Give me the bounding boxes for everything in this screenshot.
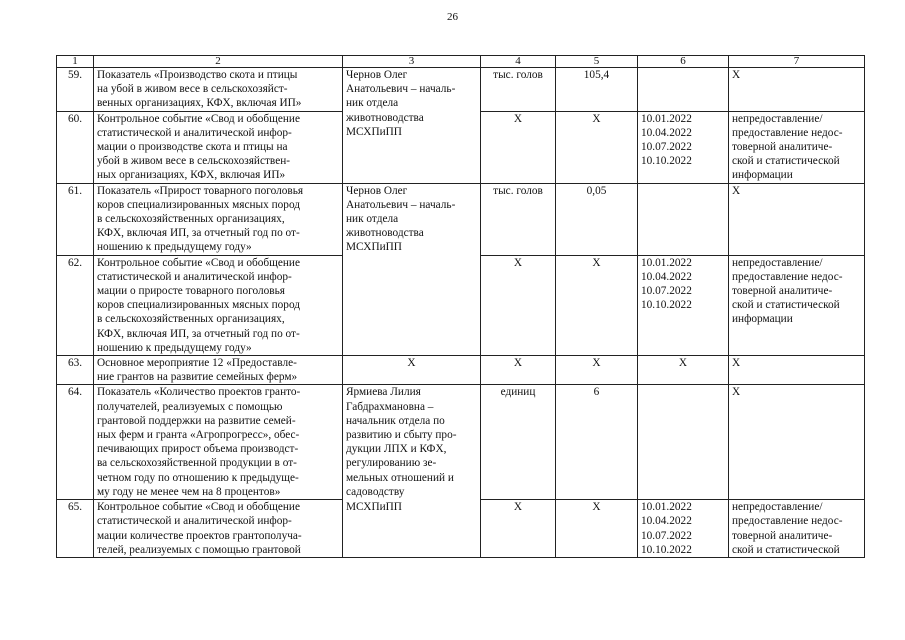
table-row (57, 500, 865, 558)
row-text: Показатель «Прирост товарного поголовья коров специализированных мясных пород в сельскохозяйственных организациях, КФХ, включая ИП, за отчетный год по от- ношению к предыдущему году» (94, 183, 343, 255)
unit: тыс. голов (481, 183, 556, 255)
risk: Х (729, 68, 865, 112)
value: Х (556, 111, 638, 183)
row-text: Контрольное событие «Свод и обобщение статистической и аналитической инфор- мации количестве проектов грантополуча- телей, реализуемых с помощью грантовой (94, 500, 343, 558)
row-number: 61. (57, 183, 94, 255)
risk: Х (729, 356, 865, 385)
unit: Х (481, 111, 556, 183)
row-text: Контрольное событие «Свод и обобщение статистической и аналитической инфор- мации о производстве скота и птицы на убой в живом весе в сельскохозяйствен- ных организациях, КФХ, включая ИП» (94, 111, 343, 183)
dates: 10.01.2022 10.04.2022 10.07.2022 10.10.2022 (638, 111, 729, 183)
row-number: 65. (57, 500, 94, 558)
row-number: 63. (57, 356, 94, 385)
header-cell-2: 2 (94, 56, 343, 68)
unit: Х (481, 500, 556, 558)
risk: непредоставление/ предоставление недос- товерной аналитиче- ской и статистической информации (729, 111, 865, 183)
table-row (57, 385, 865, 500)
responsible-org: МСХПиПП (343, 500, 481, 558)
value: Х (556, 356, 638, 385)
responsible-person: Ярмиева Лилия Габдрахмановна – начальник отдела по развитию и сбыту про- дукции ЛПХ и КФХ, регулированию зе- мельных отношений и садоводству (343, 385, 481, 500)
unit: единиц (481, 385, 556, 500)
header-cell-5: 5 (556, 56, 638, 68)
dates (638, 183, 729, 255)
unit: тыс. голов (481, 68, 556, 112)
dates (638, 385, 729, 500)
header-cell-1: 1 (57, 56, 94, 68)
table-row (57, 356, 865, 385)
responsible-person: Чернов Олег Анатольевич – началь- ник отдела животноводства МСХПиПП (343, 68, 481, 184)
unit: Х (481, 356, 556, 385)
table-row (57, 183, 865, 255)
value: 6 (556, 385, 638, 500)
page-number: 26 (447, 11, 458, 23)
responsible-person: Чернов Олег Анатольевич – началь- ник отдела животноводства МСХПиПП (343, 183, 481, 355)
dates (638, 68, 729, 112)
responsible-person: Х (343, 356, 481, 385)
row-number: 60. (57, 111, 94, 183)
row-text: Показатель «Производство скота и птицы на убой в живом весе в сельскохозяйст- венных организациях, КФХ, включая ИП» (94, 68, 343, 112)
risk: непредоставление/ предоставление недос- товерной аналитиче- ской и статистической информации (729, 255, 865, 355)
risk: Х (729, 183, 865, 255)
value: Х (556, 500, 638, 558)
risk: Х (729, 385, 865, 500)
risk: непредоставление/ предоставление недос- товерной аналитиче- ской и статистической (729, 500, 865, 558)
value: Х (556, 255, 638, 355)
row-number: 62. (57, 255, 94, 355)
row-number: 59. (57, 68, 94, 112)
row-text: Контрольное событие «Свод и обобщение статистической и аналитической инфор- мации о приросте товарного поголовья коров специализированных мясных пород в сельскохозяйственных организациях, КФХ, включая ИП, за отчетный год по от- ношению к предыдущему году» (94, 255, 343, 355)
header-cell-4: 4 (481, 56, 556, 68)
value: 0,05 (556, 183, 638, 255)
dates: 10.01.2022 10.04.2022 10.07.2022 10.10.2022 (638, 255, 729, 355)
row-text: Показатель «Количество проектов гранто- получателей, реализуемых с помощью грантовой поддержки на развитие семей- ных ферм и гранта «Агропрогресс», обес- печивающих прирост объема производст- ва сельскохозяйственной продукции в от- четном году по отношению к предыдуще- му году не менее чем на 8 процентов» (94, 385, 343, 500)
value: 105,4 (556, 68, 638, 112)
header-cell-3: 3 (343, 56, 481, 68)
dates: 10.01.2022 10.04.2022 10.07.2022 10.10.2022 (638, 500, 729, 558)
header-cell-7: 7 (729, 56, 865, 68)
row-number: 64. (57, 385, 94, 500)
unit: Х (481, 255, 556, 355)
table-row (57, 68, 865, 112)
header-cell-6: 6 (638, 56, 729, 68)
plan-table (56, 55, 865, 558)
dates: Х (638, 356, 729, 385)
header-row (57, 56, 865, 68)
row-text: Основное мероприятие 12 «Предоставле- ние грантов на развитие семейных ферм» (94, 356, 343, 385)
